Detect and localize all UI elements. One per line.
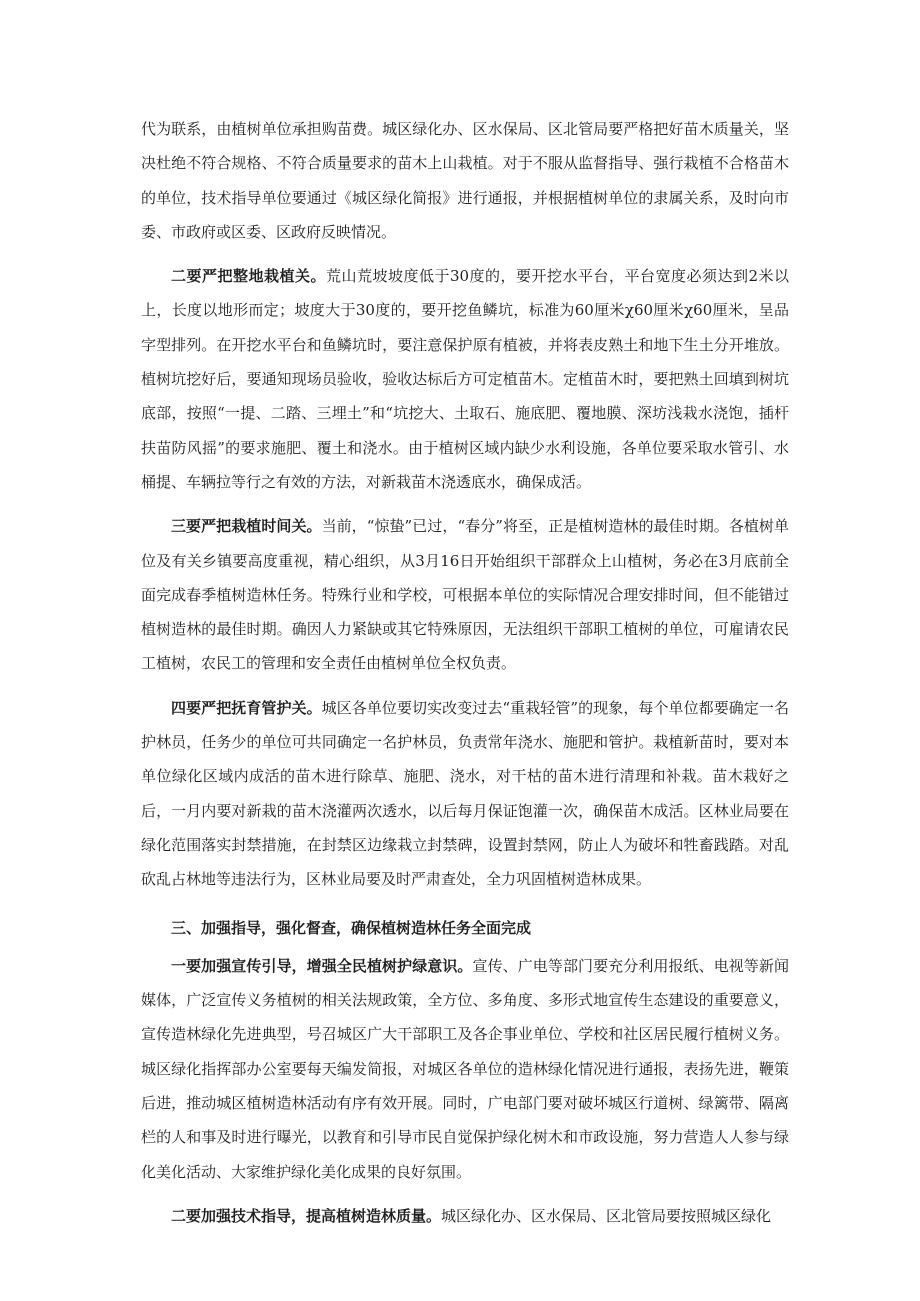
section-title: 三、加强指导，强化督查，确保植树造林任务全面完成 [171,918,532,937]
paragraph-technical-guidance [141,1199,789,1233]
paragraph-text: 代为联系，由植树单位承担购苗费。城区绿化办、区水保局、区北管局要严格把好苗木质量关，坚决杜绝不符合规格、不符合质量要求的苗木上山栽植。对于不服从监督指导、强行栽植不合格苗木的单位，技术指导单位要通过《城区绿化简报》进行通报，并根据植树单位的隶属关系，及时向市委、市政府或区委、区政府反映情况。 [141,120,789,241]
paragraph-maintenance [141,691,789,897]
paragraph-heading: 一要加强宣传引导，增强全民植树护绿意识。 [171,956,473,975]
paragraph-text: 当前，“惊蛰”已过，“春分”将至，正是植树造林的最佳时期。各植树单位及有关乡镇要高度重视，精心组织，从3月16日开始组织干部群众上山植树，务必在3月底前全面完成春季植树造林任务。特殊行业和学校，可根据本单位的实际情况合理安排时间，但不能错过植树造林的最佳时期。确因人力紧缺或其它特殊原因，无法组织干部职工植树的单位，可雇请农民工植树，农民工的管理和安全责任由植树单位全权负责。 [141,517,789,673]
paragraph-heading: 四要严把抚育管护关。 [171,698,322,717]
paragraph-heading: 二要加强技术指导，提高植树造林质量。 [171,1206,442,1225]
paragraph-planting-time [141,509,789,680]
paragraph-text: 城区绿化办、区水保局、区北管局要按照城区绿化 [441,1206,772,1225]
paragraph-heading: 三要严把栽植时间关。 [171,517,322,536]
document-page [141,112,789,1233]
paragraph-heading: 二要严把整地栽植关。 [171,267,326,286]
paragraph-publicity [141,949,789,1189]
paragraph-planting-check [141,259,789,499]
paragraph-text: 宣传、广电等部门要充分利用报纸、电视等新闻媒体，广泛宣传义务植树的相关法规政策，全方位、多角度、多形式地宣传生态建设的重要意义，宣传造林绿化先进典型，号召城区广大干部职工及各企事业单位、学校和社区居民履行植树义务。城区绿化指挥部办公室要每天编发简报，对城区各单位的造林绿化情况进行通报，表扬先进，鞭策后进，推动城区植树造林活动有序有效开展。同时，广电部门要对破坏城区行道树、绿篱带、隔离栏的人和事及时进行曝光，以教育和引导市民自觉保护绿化树木和市政设施，努力营造人人参与绿化美化活动、大家维护绿化美化成果的良好氛围。 [141,956,789,1181]
paragraph-text: 城区各单位要切实改变过去“重栽轻管”的现象，每个单位都要确定一名护林员，任务少的单位可共同确定一名护林员，负责常年浇水、施肥和管护。栽植新苗时，要对本单位绿化区域内成活的苗木进行除草、施肥、浇水，对干枯的苗木进行清理和补栽。苗木栽好之后，一月内要对新栽的苗木浇灌两次透水，以后每月保证饱灌一次，确保苗木成活。区林业局要在绿化范围落实封禁措施，在封禁区边缘栽立封禁碑，设置封禁网，防止人为破坏和牲畜践踏。对乱砍乱占林地等违法行为，区林业局要及时严肃查处，全力巩固植树造林成果。 [141,698,789,889]
paragraph-purchase-note [141,112,789,249]
paragraph-text: 荒山荒坡坡度低于30度的，要开挖水平台，平台宽度必须达到2米以上，长度以地形而定；坡度大于30度的，要开挖鱼鳞坑，标准为60厘米χ60厘米χ60厘米，呈品字型排列。在开挖水平台和鱼鳞坑时，要注意保护原有植被，并将表皮熟土和地下生土分开堆放。植树坑挖好后，要通知现场员验收，验收达标后方可定植苗木。定植苗木时，要把熟土回填到树坑底部，按照“一提、二踏、三埋土”和“坑挖大、土取石、施底肥、覆地膜、深坊浅栽水浇饱，插杆扶苗防风摇”的要求施肥、覆土和浇水。由于植树区域内缺少水利设施，各单位要采取水管引、水桶提、车辆拉等行之有效的方法，对新栽苗木浇透底水，确保成活。 [141,267,789,491]
